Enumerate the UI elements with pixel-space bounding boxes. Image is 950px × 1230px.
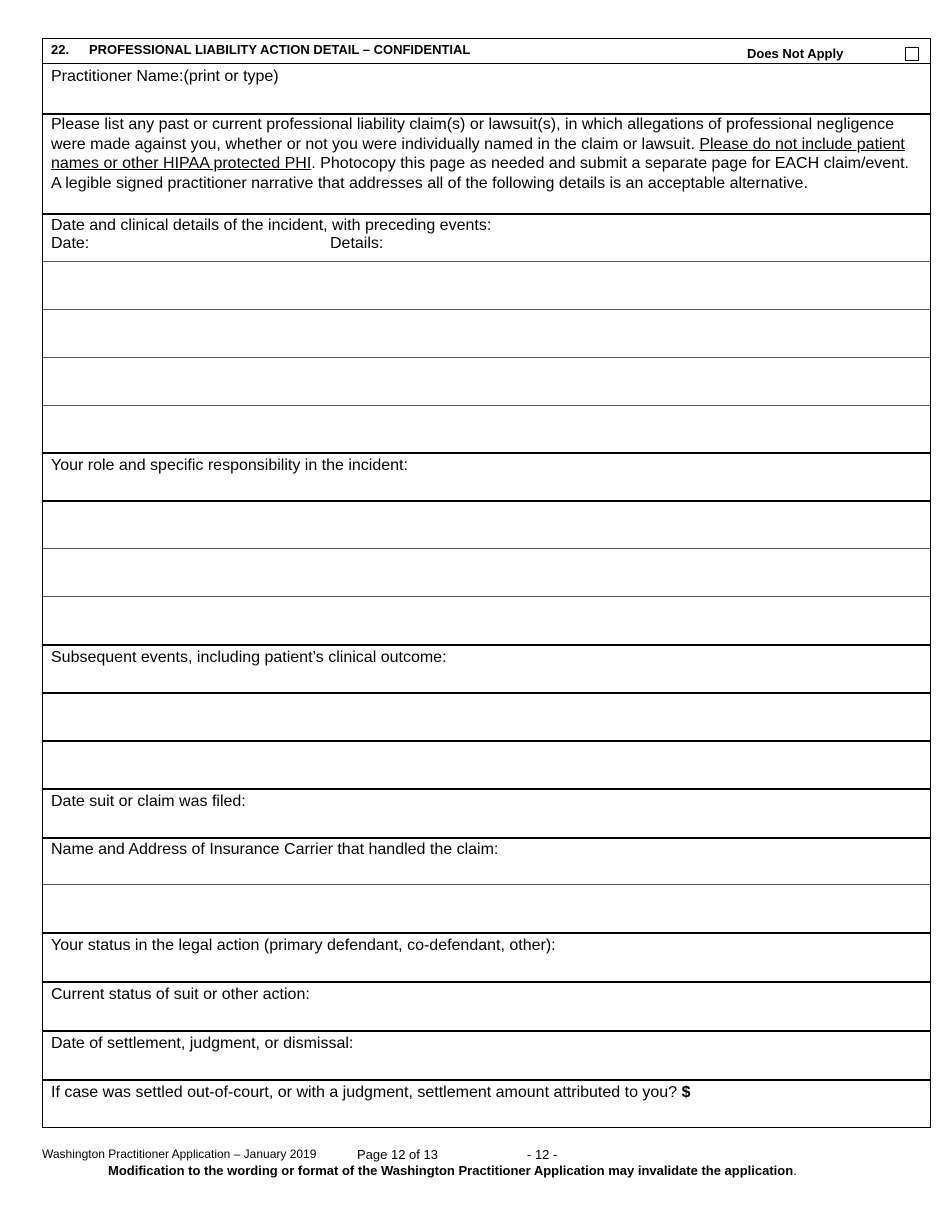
write-line[interactable]	[43, 500, 930, 502]
write-line[interactable]	[43, 309, 930, 310]
section-header	[43, 39, 930, 64]
footer-application: Washington Practitioner Application – January 2019	[42, 1147, 317, 1161]
section-title: PROFESSIONAL LIABILITY ACTION DETAIL – CONFIDENTIAL	[89, 42, 471, 57]
section-divider	[43, 1030, 930, 1032]
section-divider	[43, 788, 930, 790]
footer-page-number: - 12 -	[527, 1147, 558, 1162]
section-divider	[43, 452, 930, 454]
section-number: 22.	[51, 42, 70, 57]
current-status-label: Current status of suit or other action:	[51, 986, 310, 1003]
role-label: Your role and specific responsibility in the incident:	[51, 457, 408, 474]
section-divider	[43, 1079, 930, 1081]
date-filed-label: Date suit or claim was filed:	[51, 793, 246, 810]
write-line[interactable]	[43, 884, 930, 885]
section-divider	[43, 837, 930, 839]
settlement-amount-text: If case was settled out-of-court, or with a judgment, settlement amount attributed to you?	[51, 1084, 678, 1101]
liability-form	[42, 38, 931, 1128]
legal-status-label: Your status in the legal action (primary defendant, co-defendant, other):	[51, 937, 556, 954]
insurance-carrier-label: Name and Address of Insurance Carrier that handled the claim:	[51, 841, 499, 858]
section-divider	[43, 644, 930, 646]
subsequent-events-label: Subsequent events, including patient’s clinical outcome:	[51, 649, 447, 666]
write-line[interactable]	[43, 740, 930, 742]
date-label: Date:	[51, 235, 90, 252]
write-line[interactable]	[43, 692, 930, 694]
write-line[interactable]	[43, 405, 930, 406]
instructions-part1: Please list any past or current professional liability claim(s) or lawsuit(s), in which allegations of professional negligence were made against you, whether or not you were individually named in the claim or lawsuit.	[51, 116, 895, 153]
write-line[interactable]	[43, 357, 930, 358]
write-line[interactable]	[43, 596, 930, 597]
details-label: Details:	[330, 235, 384, 252]
footer-page: Page 12 of 13	[357, 1147, 438, 1162]
does-not-apply-label: Does Not Apply	[747, 46, 844, 61]
section-divider	[43, 981, 930, 983]
footer-note-end: .	[793, 1163, 797, 1178]
section-divider	[43, 932, 930, 934]
settlement-amount-label	[51, 1083, 690, 1102]
dollar-sign: $	[681, 1084, 691, 1101]
practitioner-name-label: Practitioner Name:(print or type)	[51, 68, 279, 85]
instructions-part2: . Photocopy this page as needed and submit a separate page for EACH claim/event. A legible signed practitioner narrative that addresses all of the following details is an acceptable alternative.	[51, 155, 909, 192]
incident-details-label: Date and clinical details of the incident, with preceding events:	[51, 217, 492, 234]
does-not-apply-checkbox[interactable]	[905, 47, 919, 61]
settlement-date-label: Date of settlement, judgment, or dismissal:	[51, 1035, 354, 1052]
write-line[interactable]	[43, 548, 930, 549]
instructions-text	[51, 115, 921, 193]
footer-note	[108, 1163, 797, 1178]
instructions-hipaa-note: Please do not include patient names or other HIPAA protected PHI	[51, 135, 905, 173]
footer-note-text: Modification to the wording or format of the Washington Practitioner Application may invalidate the application	[108, 1163, 794, 1178]
write-line[interactable]	[43, 261, 930, 262]
